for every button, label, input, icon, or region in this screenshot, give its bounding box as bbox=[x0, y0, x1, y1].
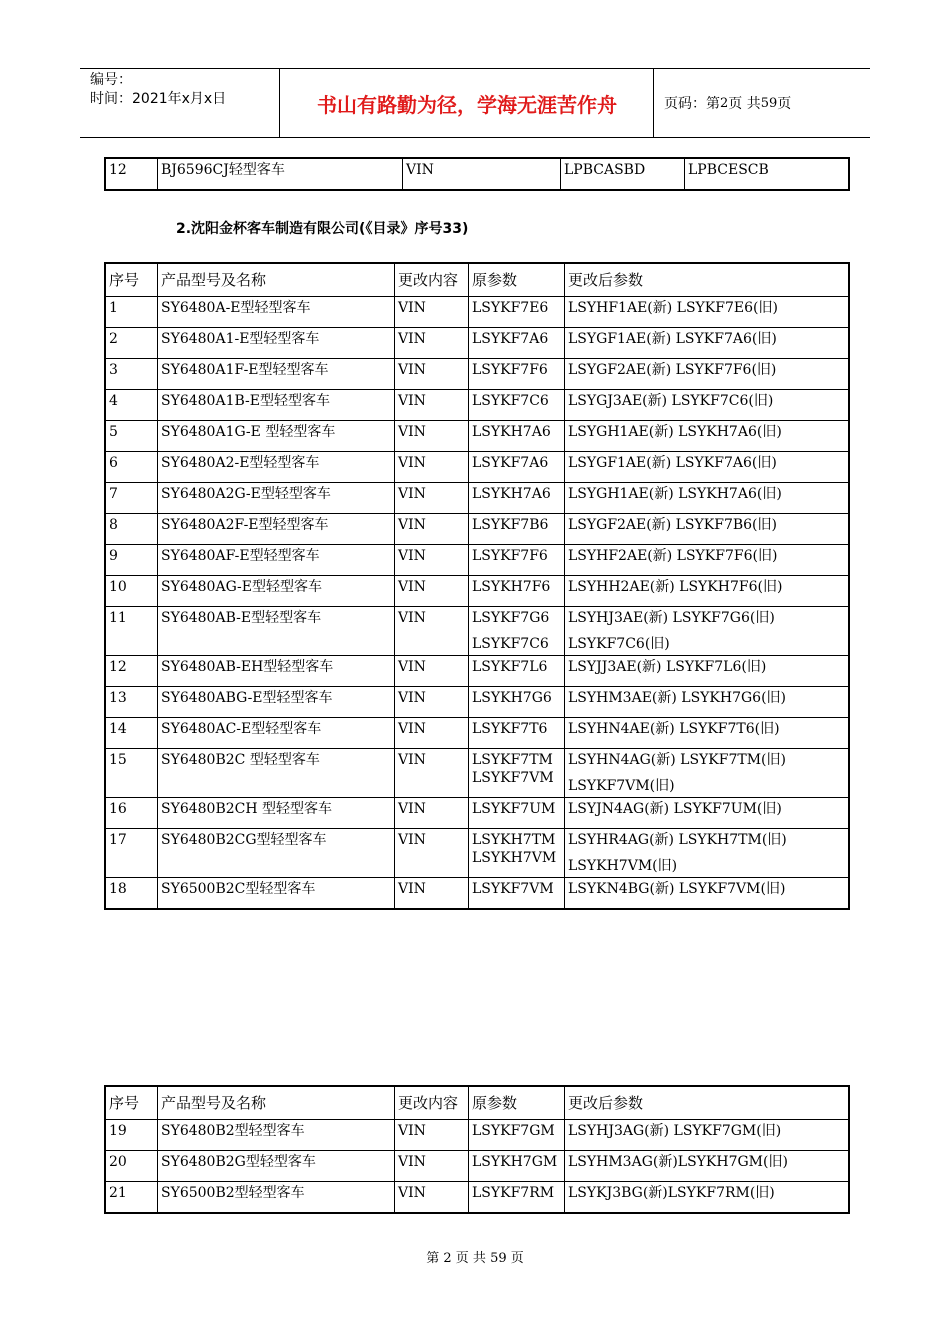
page-footer bbox=[0, 1247, 950, 1266]
cell-new bbox=[565, 1182, 848, 1212]
column-header: 原参数 bbox=[469, 1087, 565, 1120]
cell-no: 18 bbox=[106, 878, 158, 908]
orig-value: LSYKF7C6 bbox=[472, 636, 549, 652]
cell-orig bbox=[469, 656, 565, 687]
cell-name: SY6480AF-E型轻型客车 bbox=[158, 545, 395, 576]
cell-change: VIN bbox=[395, 421, 469, 452]
cell-change: VIN bbox=[395, 1120, 469, 1151]
cell-orig bbox=[469, 359, 565, 390]
cell-no: 11 bbox=[106, 607, 158, 656]
cell-no: 2 bbox=[106, 328, 158, 359]
cell-no: 20 bbox=[106, 1151, 158, 1182]
cell-change: VIN bbox=[395, 545, 469, 576]
footer-post: 页 bbox=[510, 1251, 524, 1266]
cell-orig bbox=[469, 749, 565, 798]
orig-value: LSYKF7C6 bbox=[472, 393, 549, 409]
cell-name: SY6480B2CG型轻型客车 bbox=[158, 829, 395, 878]
cell-name: BJ6596CJ轻型客车 bbox=[158, 159, 403, 189]
cell-change: VIN bbox=[395, 514, 469, 545]
cell-new bbox=[565, 421, 848, 452]
column-header: 原参数 bbox=[469, 264, 565, 297]
header-meta bbox=[80, 69, 280, 137]
cell-name: SY6480ABG-E型轻型客车 bbox=[158, 687, 395, 718]
cell-change: VIN bbox=[395, 1151, 469, 1182]
table-row bbox=[106, 359, 848, 390]
cell-change: VIN bbox=[395, 483, 469, 514]
cell-no: 10 bbox=[106, 576, 158, 607]
new-value: LSYHF1AE(新) LSYKF7E6(旧) bbox=[568, 300, 778, 316]
table-row bbox=[106, 607, 848, 656]
cell-new bbox=[565, 390, 848, 421]
table-row bbox=[106, 1182, 848, 1212]
orig-value: LSYKF7TM bbox=[472, 752, 553, 768]
cell-orig bbox=[469, 390, 565, 421]
new-value: LSYHM3AE(新) LSYKH7G6(旧) bbox=[568, 690, 787, 706]
cell-no: 4 bbox=[106, 390, 158, 421]
column-header: 产品型号及名称 bbox=[158, 1087, 395, 1120]
cell-change: VIN bbox=[395, 328, 469, 359]
new-value: LSYGJ3AE(新) LSYKF7C6(旧) bbox=[568, 393, 774, 409]
cell-name: SY6480B2CH 型轻型客车 bbox=[158, 798, 395, 829]
header-page-info bbox=[654, 69, 870, 137]
cell-change: VIN bbox=[395, 798, 469, 829]
section-title: 2.沈阳金杯客车制造有限公司(《目录》序号33) bbox=[176, 221, 469, 237]
cell-new bbox=[565, 359, 848, 390]
cell-name: SY6480AB-EH型轻型客车 bbox=[158, 656, 395, 687]
cell-change: VIN bbox=[395, 297, 469, 328]
new-value: LSYHM3AG(新)LSYKH7GM(旧) bbox=[568, 1154, 788, 1170]
cell-change: VIN bbox=[395, 452, 469, 483]
cell-no: 21 bbox=[106, 1182, 158, 1212]
page-header bbox=[80, 68, 870, 138]
page-label: 页码：第 bbox=[664, 96, 720, 112]
cell-no: 12 bbox=[106, 159, 158, 189]
cell-orig: LPBCASBD bbox=[561, 159, 685, 189]
orig-value: LSYKF7T6 bbox=[472, 721, 548, 737]
cell-name: SY6480A1F-E型轻型客车 bbox=[158, 359, 395, 390]
top-table bbox=[104, 157, 850, 191]
cell-name: SY6480A1G-E 型轻型客车 bbox=[158, 421, 395, 452]
orig-value: LSYKF7UM bbox=[472, 801, 556, 817]
cell-no: 17 bbox=[106, 829, 158, 878]
orig-value: LSYKF7A6 bbox=[472, 331, 549, 347]
cell-no: 14 bbox=[106, 718, 158, 749]
table-header-row bbox=[106, 1087, 848, 1120]
new-value: LSYGF1AE(新) LSYKF7A6(旧) bbox=[568, 455, 777, 471]
cell-no: 7 bbox=[106, 483, 158, 514]
time-label: 时间：2021年x月x日 bbox=[90, 91, 227, 107]
cell-new bbox=[565, 749, 848, 798]
cell-new bbox=[565, 545, 848, 576]
cell-orig bbox=[469, 421, 565, 452]
cell-no: 8 bbox=[106, 514, 158, 545]
cell-name: SY6500B2型轻型客车 bbox=[158, 1182, 395, 1212]
new-value: LSYHJ3AG(新) LSYKF7GM(旧) bbox=[568, 1123, 782, 1139]
cell-orig bbox=[469, 576, 565, 607]
table-row bbox=[106, 328, 848, 359]
cell-orig bbox=[469, 1182, 565, 1212]
footer-total: 59 bbox=[490, 1251, 507, 1266]
column-header: 更改内容 bbox=[395, 264, 469, 297]
cell-change: VIN bbox=[395, 607, 469, 656]
page-end: 页 bbox=[777, 96, 792, 112]
table-row bbox=[106, 390, 848, 421]
cell-orig bbox=[469, 297, 565, 328]
table-row bbox=[106, 749, 848, 798]
cell-no: 5 bbox=[106, 421, 158, 452]
table-row bbox=[106, 483, 848, 514]
cell-new bbox=[565, 297, 848, 328]
new-value: LSYKN4BG(新) LSYKF7VM(旧) bbox=[568, 881, 786, 897]
orig-value: LSYKF7VM bbox=[472, 881, 554, 897]
page-total: 59 bbox=[760, 95, 778, 111]
table-header-row bbox=[106, 264, 848, 297]
table-row bbox=[106, 687, 848, 718]
new-value: LSYHH2AE(新) LSYKH7F6(旧) bbox=[568, 579, 783, 595]
line-spacer bbox=[568, 627, 845, 635]
orig-value: LSYKH7A6 bbox=[472, 424, 551, 440]
footer-pre: 第 bbox=[426, 1251, 440, 1266]
table-row bbox=[106, 514, 848, 545]
cell-orig bbox=[469, 483, 565, 514]
footer-page: 2 bbox=[443, 1251, 452, 1266]
cell-name: SY6480A-E型轻型客车 bbox=[158, 297, 395, 328]
footer-mid: 页 共 bbox=[455, 1251, 486, 1266]
column-header: 更改后参数 bbox=[565, 1087, 848, 1120]
cell-orig bbox=[469, 798, 565, 829]
table-row bbox=[106, 718, 848, 749]
table-row bbox=[106, 878, 848, 908]
cell-no: 1 bbox=[106, 297, 158, 328]
cell-no: 9 bbox=[106, 545, 158, 576]
table-row bbox=[106, 297, 848, 328]
cell-change: VIN bbox=[395, 359, 469, 390]
cell-name: SY6480A2-E型轻型客车 bbox=[158, 452, 395, 483]
column-header: 更改后参数 bbox=[565, 264, 848, 297]
cell-name: SY6480B2G型轻型客车 bbox=[158, 1151, 395, 1182]
new-value: LSYGH1AE(新) LSYKH7A6(旧) bbox=[568, 424, 782, 440]
orig-value: LSYKH7G6 bbox=[472, 690, 552, 706]
table-row bbox=[106, 421, 848, 452]
vin-change-table-2 bbox=[104, 1085, 850, 1214]
cell-orig bbox=[469, 1120, 565, 1151]
cell-name: SY6480A2G-E型轻型客车 bbox=[158, 483, 395, 514]
page-mid: 页 共 bbox=[728, 96, 761, 112]
new-value: LSYHJ3AE(新) LSYKF7G6(旧) bbox=[568, 610, 775, 626]
new-value: LSYKH7VM(旧) bbox=[568, 858, 678, 874]
column-header: 更改内容 bbox=[395, 1087, 469, 1120]
orig-value: LSYKF7RM bbox=[472, 1185, 555, 1201]
cell-name: SY6480A1-E型轻型客车 bbox=[158, 328, 395, 359]
cell-orig bbox=[469, 829, 565, 878]
orig-value: LSYKF7E6 bbox=[472, 300, 549, 316]
cell-new bbox=[565, 1120, 848, 1151]
cell-orig bbox=[469, 687, 565, 718]
cell-no: 15 bbox=[106, 749, 158, 798]
new-value: LSYJN4AG(新) LSYKF7UM(旧) bbox=[568, 801, 782, 817]
orig-value: LSYKF7B6 bbox=[472, 517, 549, 533]
cell-change: VIN bbox=[395, 829, 469, 878]
cell-name: SY6480AB-E型轻型客车 bbox=[158, 607, 395, 656]
new-value: LSYJJ3AE(新) LSYKF7L6(旧) bbox=[568, 659, 767, 675]
cell-change: VIN bbox=[395, 576, 469, 607]
table-row bbox=[106, 798, 848, 829]
column-header: 序号 bbox=[106, 264, 158, 297]
cell-no: 6 bbox=[106, 452, 158, 483]
orig-value: LSYKF7GM bbox=[472, 1123, 555, 1139]
cell-no: 12 bbox=[106, 656, 158, 687]
cell-new bbox=[565, 718, 848, 749]
cell-name: SY6480B2型轻型客车 bbox=[158, 1120, 395, 1151]
table-row bbox=[106, 1151, 848, 1182]
cell-name: SY6480A2F-E型轻型客车 bbox=[158, 514, 395, 545]
line-spacer bbox=[568, 849, 845, 857]
new-value: LSYKF7VM(旧) bbox=[568, 778, 675, 794]
column-header: 产品型号及名称 bbox=[158, 264, 395, 297]
new-value: LSYGF2AE(新) LSYKF7B6(旧) bbox=[568, 517, 777, 533]
cell-orig bbox=[469, 878, 565, 908]
table-row bbox=[106, 1120, 848, 1151]
orig-value: LSYKF7L6 bbox=[472, 659, 548, 675]
cell-name: SY6500B2C型轻型客车 bbox=[158, 878, 395, 908]
cell-orig bbox=[469, 545, 565, 576]
cell-new bbox=[565, 656, 848, 687]
cell-new bbox=[565, 514, 848, 545]
new-value: LSYKJ3BG(新)LSYKF7RM(旧) bbox=[568, 1185, 775, 1201]
table-row bbox=[106, 452, 848, 483]
cell-no: 13 bbox=[106, 687, 158, 718]
cell-new bbox=[565, 452, 848, 483]
cell-change: VIN bbox=[395, 878, 469, 908]
cell-no: 3 bbox=[106, 359, 158, 390]
new-value: LSYHN4AG(新) LSYKF7TM(旧) bbox=[568, 752, 786, 768]
cell-new bbox=[565, 798, 848, 829]
new-value: LSYHR4AG(新) LSYKH7TM(旧) bbox=[568, 832, 787, 848]
page-number: 2 bbox=[720, 95, 729, 111]
orig-value: LSYKF7F6 bbox=[472, 548, 548, 564]
cell-new bbox=[565, 687, 848, 718]
cell-change: VIN bbox=[395, 1182, 469, 1212]
cell-change: VIN bbox=[395, 749, 469, 798]
header-motto: 书山有路勤为径，学海无涯苦作舟 bbox=[281, 69, 654, 137]
cell-change: VIN bbox=[395, 718, 469, 749]
cell-new bbox=[565, 1151, 848, 1182]
cell-change: VIN bbox=[395, 687, 469, 718]
new-value: LSYKF7C6(旧) bbox=[568, 636, 670, 652]
cell-name: SY6480B2C 型轻型客车 bbox=[158, 749, 395, 798]
cell-no: 16 bbox=[106, 798, 158, 829]
table-row bbox=[106, 159, 848, 189]
line-spacer bbox=[568, 769, 845, 777]
table-row bbox=[106, 829, 848, 878]
orig-value: LSYKH7TM bbox=[472, 832, 556, 848]
cell-new bbox=[565, 607, 848, 656]
orig-value: LSYKF7VM bbox=[472, 770, 554, 786]
new-value: LSYHF2AE(新) LSYKF7F6(旧) bbox=[568, 548, 778, 564]
orig-value: LSYKH7A6 bbox=[472, 486, 551, 502]
number-label: 编号： bbox=[90, 72, 132, 88]
vin-change-table-1 bbox=[104, 262, 850, 910]
cell-name: SY6480A1B-E型轻型客车 bbox=[158, 390, 395, 421]
cell-orig bbox=[469, 1151, 565, 1182]
cell-new bbox=[565, 483, 848, 514]
table-row bbox=[106, 576, 848, 607]
cell-change: VIN bbox=[395, 390, 469, 421]
orig-value: LSYKH7F6 bbox=[472, 579, 551, 595]
cell-orig bbox=[469, 607, 565, 656]
cell-name: SY6480AG-E型轻型客车 bbox=[158, 576, 395, 607]
cell-orig bbox=[469, 718, 565, 749]
table-row bbox=[106, 545, 848, 576]
cell-new bbox=[565, 829, 848, 878]
table-row bbox=[106, 656, 848, 687]
cell-name: SY6480AC-E型轻型客车 bbox=[158, 718, 395, 749]
cell-orig bbox=[469, 514, 565, 545]
orig-value: LSYKH7VM bbox=[472, 850, 557, 866]
line-spacer bbox=[472, 627, 561, 635]
cell-change: VIN bbox=[403, 159, 561, 189]
cell-new bbox=[565, 328, 848, 359]
column-header: 序号 bbox=[106, 1087, 158, 1120]
orig-value: LSYKF7F6 bbox=[472, 362, 548, 378]
new-value: LSYGH1AE(新) LSYKH7A6(旧) bbox=[568, 486, 782, 502]
cell-no: 19 bbox=[106, 1120, 158, 1151]
cell-orig bbox=[469, 452, 565, 483]
new-value: LSYHN4AE(新) LSYKF7T6(旧) bbox=[568, 721, 780, 737]
cell-change: VIN bbox=[395, 656, 469, 687]
cell-orig bbox=[469, 328, 565, 359]
cell-new: LPBCESCB bbox=[688, 162, 769, 178]
cell-new bbox=[565, 878, 848, 908]
cell-new bbox=[565, 576, 848, 607]
orig-value: LSYKF7A6 bbox=[472, 455, 549, 471]
new-value: LSYGF1AE(新) LSYKF7A6(旧) bbox=[568, 331, 777, 347]
orig-value: LSYKH7GM bbox=[472, 1154, 558, 1170]
orig-value: LSYKF7G6 bbox=[472, 610, 550, 626]
new-value: LSYGF2AE(新) LSYKF7F6(旧) bbox=[568, 362, 777, 378]
